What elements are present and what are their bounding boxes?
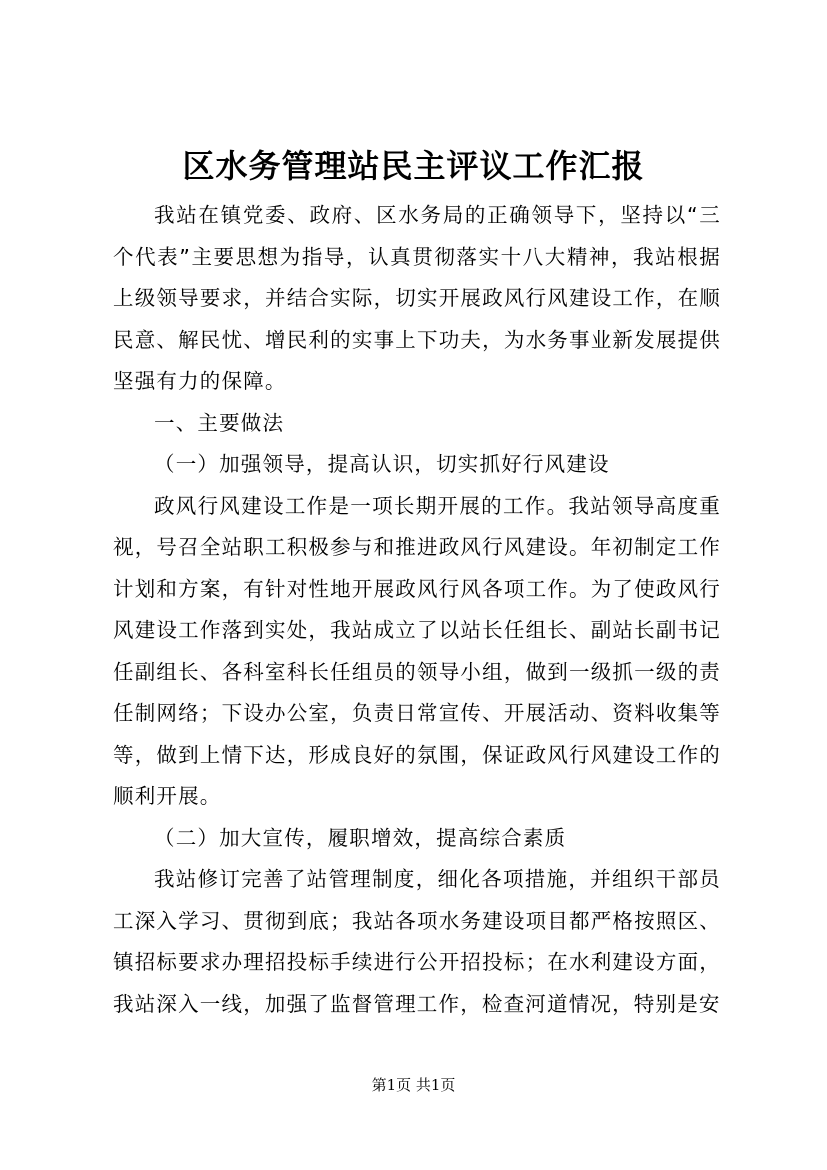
section-heading-main-practices: 一、主要做法 [154,410,285,435]
page-number-footer: 第1页 共1页 [371,1076,456,1094]
intro-paragraph: 我站在镇党委、政府、区水务局的正确领导下，坚持以“三个代表”主要思想为指导，认真贯彻落实十八大精神，我站根据上级领导要求，并结合实际，切实开展政风行风建设工作，在顺民意、解民忧、增民利的实事上下功夫，为水务事业新发展提供坚强有力的保障。 [113,203,721,393]
document-body [113,195,721,1025]
subsection-heading-2: （二）加大宣传，履职增效，提高综合素质 [154,825,567,850]
subsection-heading-1: （一）加强领导，提高认识，切实抓好行风建设 [154,452,610,476]
body-paragraph-2: 我站修订完善了站管理制度，细化各项措施，并组织干部员工深入学习、贯彻到底；我站各项水务建设项目都严格按照区、镇招标要求办理招投标手续进行公开招投标；在水利建设方面，我站深入一线，加强了监督管理工作，检查河道情况，特别是安 [113,867,721,1016]
document-title: 区水务管理站民主评议工作汇报 [182,147,645,185]
body-paragraph-1: 政风行风建设工作是一项长期开展的工作。我站领导高度重视，号召全站职工积极参与和推进政风行风建设。年初制定工作计划和方案，有针对性地开展政风行风各项工作。为了使政风行风建设工作落到实处，我站成立了以站长任组长、副站长副书记任副组长、各科室科长任组员的领导小组，做到一级抓一级的责任制网络；下设办公室，负责日常宣传、开展活动、资料收集等等，做到上情下达，形成良好的氛围，保证政风行风建设工作的顺利开展。 [113,493,721,808]
